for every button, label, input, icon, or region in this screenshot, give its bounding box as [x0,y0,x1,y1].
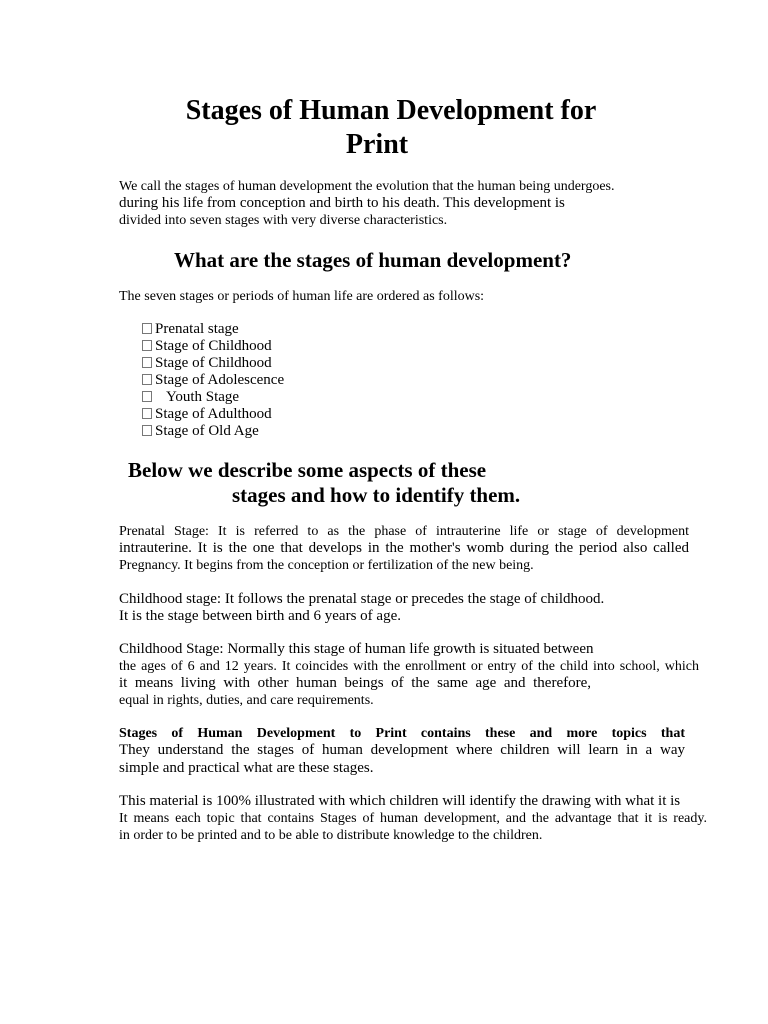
list-item: Stage of Childhood [142,338,284,355]
bullet-box-icon [142,391,152,402]
childhood2-line-1: Childhood Stage: Normally this stage of human life growth is situated between [119,641,594,657]
stages-list [142,321,284,440]
childhood1-line-1: Childhood stage: It follows the prenatal stage or precedes the stage of childhood. [119,591,605,607]
material-line-2: It means each topic that contains Stages of human development, and the advantage that it is ready. [119,811,707,826]
list-item: Youth Stage [142,389,284,406]
list-item: Stage of Old Age [142,423,284,440]
childhood2-line-2: the ages of 6 and 12 years. It coincides with the enrollment or entry of the child into school, which [119,659,699,674]
section-heading-aspects: Below we describe some aspects of these [128,458,487,482]
bullet-box-icon [142,340,152,351]
bullet-box-icon [142,357,152,368]
intro-line-2: during his life from conception and birth to his death. This development is [119,195,565,211]
bullet-box-icon [142,408,152,419]
childhood1-line-2: It is the stage between birth and 6 years of age. [119,608,401,624]
topics-line-3: simple and practical what are these stages. [119,760,374,776]
list-item: Stage of Childhood [142,355,284,372]
bullet-box-icon [142,323,152,334]
material-line-3: in order to be printed and to be able to distribute knowledge to the children. [119,828,543,843]
childhood2-line-4: equal in rights, duties, and care requirements. [119,693,374,708]
prenatal-line-2: intrauterine. It is the one that develops in the mother's womb during the period also called [119,540,689,556]
bullet-box-icon [142,374,152,385]
prenatal-line-1: Prenatal Stage: It is referred to as the phase of intrauterine life or stage of development [119,524,689,539]
childhood2-line-3: it means living with other human beings of the same age and therefore, [119,675,591,691]
list-item: Stage of Adolescence [142,372,284,389]
intro-line-3: divided into seven stages with very diverse characteristics. [119,213,448,228]
bullet-box-icon [142,425,152,436]
topics-line-1: Stages of Human Development to Print contains these and more topics that [119,726,685,741]
intro-line-1: We call the stages of human development the evolution that the human being undergoes. [119,179,615,194]
topics-line-2: They understand the stages of human development where children will learn in a way [119,742,685,758]
section-heading-aspects-continued: stages and how to identify them. [232,483,521,507]
section-heading-stages: What are the stages of human development? [174,248,572,272]
list-item: Prenatal stage [142,321,284,338]
page-title-continued: Print [345,129,409,160]
material-line-1: This material is 100% illustrated with which children will identify the drawing with what it is [119,793,681,809]
prenatal-line-3: Pregnancy. It begins from the conception or fertilization of the new being. [119,558,534,573]
list-item: Stage of Adulthood [142,406,284,423]
stages-lead-text: The seven stages or periods of human life are ordered as follows: [119,289,485,304]
page-title: Stages of Human Development for [185,95,597,126]
